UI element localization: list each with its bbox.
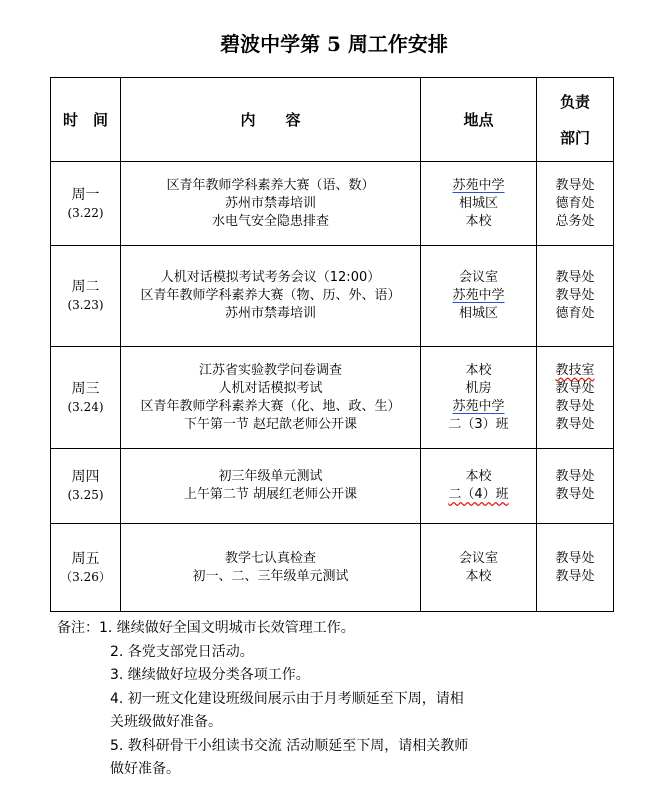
table-row	[51, 347, 614, 449]
place-text: 二（4）班	[448, 487, 509, 502]
department-line: 德育处	[555, 306, 595, 321]
day-name: 周三	[71, 380, 100, 397]
place-text: 苏苑中学	[452, 398, 505, 414]
page-title: 碧波中学第 5 周工作安排	[220, 32, 448, 56]
day-name: 周一	[71, 186, 100, 203]
remark-item: 2. 各党支部党日活动。	[110, 643, 254, 660]
department-line: 教导处	[555, 550, 595, 566]
content-line: 苏州市禁毒培训	[224, 195, 316, 211]
day-date: (3.25)	[67, 488, 104, 502]
day-cell	[51, 347, 121, 449]
department-cell	[537, 246, 614, 347]
department-line	[537, 362, 613, 380]
department-text: 教技室	[555, 362, 595, 378]
place-line: 本校	[465, 568, 492, 584]
content-cell	[121, 162, 421, 246]
place-line: 会议室	[458, 270, 498, 285]
department-line: 教导处	[555, 177, 595, 193]
department-cell	[537, 524, 614, 612]
content-cell	[121, 347, 421, 449]
content-line: 教学七认真检查	[224, 550, 316, 566]
place-text: 苏苑中学	[452, 177, 505, 193]
remark-item	[57, 617, 617, 641]
department-line: 教导处	[555, 398, 595, 414]
day-name: 周五	[71, 550, 100, 567]
remark-item: 4. 初一班文化建设班级间展示由于月考顺延至下周，请相	[110, 690, 464, 707]
day-name: 周二	[71, 279, 100, 295]
place-line: 会议室	[458, 550, 498, 566]
remark-item: 做好准备。	[110, 761, 180, 777]
place-line	[421, 486, 536, 504]
table-row	[51, 246, 614, 347]
day-cell	[51, 246, 121, 347]
header-department-line1: 负责	[559, 92, 590, 111]
place-line	[421, 287, 536, 305]
place-line: 本校	[465, 469, 492, 484]
table-row	[51, 524, 614, 612]
remarks-section	[57, 617, 617, 782]
content-cell	[121, 246, 421, 347]
content-line: 人机对话模拟考试	[218, 380, 323, 396]
department-line: 教导处	[555, 380, 595, 396]
content-line: 初三年级单元测试	[218, 469, 323, 484]
table-row	[51, 449, 614, 524]
day-name: 周四	[71, 469, 100, 485]
place-cell	[421, 246, 537, 347]
table-row	[51, 162, 614, 246]
content-line: 区青年教师学科素养大赛（语、数）	[166, 177, 375, 193]
content-line: 上午第二节 胡展红老师公开课	[183, 487, 358, 502]
header-row	[51, 78, 614, 162]
place-line	[421, 177, 536, 195]
place-line: 机房	[465, 380, 492, 396]
content-line: 初一、二、三年级单元测试	[192, 568, 349, 584]
department-line: 教导处	[555, 469, 595, 484]
department-cell	[537, 449, 614, 524]
content-cell	[121, 449, 421, 524]
department-line: 教导处	[555, 288, 595, 303]
day-date: （3.26）	[60, 569, 111, 584]
place-cell	[421, 524, 537, 612]
schedule-table	[50, 77, 614, 612]
place-line	[421, 398, 536, 416]
department-line: 德育处	[555, 195, 595, 211]
day-date: (3.23)	[67, 298, 104, 312]
remark-item: 3. 继续做好垃圾分类各项工作。	[110, 667, 310, 683]
place-line: 相城区	[458, 306, 498, 321]
header-content: 内 容	[121, 78, 421, 162]
content-line: 苏州市禁毒培训	[224, 306, 316, 321]
day-cell	[51, 162, 121, 246]
content-line: 江苏省实验教学问卷调查	[198, 362, 342, 378]
content-line: 人机对话模拟考试考务会议（12:00）	[160, 270, 381, 285]
content-line: 水电气安全隐患排查	[211, 213, 329, 229]
day-cell	[51, 449, 121, 524]
content-line: 区青年教师学科素养大赛（物、历、外、语）	[140, 288, 401, 303]
content-cell	[121, 524, 421, 612]
header-department	[537, 78, 614, 162]
department-line: 教导处	[555, 568, 595, 584]
day-cell	[51, 524, 121, 612]
day-date: (3.22)	[67, 205, 104, 220]
department-cell	[537, 347, 614, 449]
content-line: 下午第一节 赵玘歆老师公开课	[183, 416, 358, 432]
department-line: 总务处	[555, 213, 595, 229]
place-text: 苏苑中学	[452, 288, 505, 303]
header-place: 地点	[421, 78, 537, 162]
place-cell	[421, 347, 537, 449]
remark-text: 1. 继续做好全国文明城市长效管理工作。	[99, 620, 355, 636]
department-line: 教导处	[555, 270, 595, 285]
place-line: 本校	[465, 362, 492, 378]
header-time: 时 间	[51, 78, 121, 162]
remark-item: 关班级做好准备。	[110, 714, 222, 730]
place-cell	[421, 449, 537, 524]
day-date: (3.24)	[67, 399, 104, 414]
remark-item: 5. 教科研骨干小组读书交流 活动顺延至下周，请相关教师	[110, 737, 469, 754]
header-department-line2: 部门	[559, 128, 590, 147]
remarks-label: 备注：	[57, 620, 99, 636]
department-cell	[537, 162, 614, 246]
place-line: 二（3）班	[448, 416, 509, 432]
department-line: 教导处	[555, 487, 595, 502]
department-line: 教导处	[555, 416, 595, 432]
place-line: 相城区	[458, 195, 498, 211]
content-line: 区青年教师学科素养大赛（化、地、政、生）	[140, 398, 401, 414]
place-cell	[421, 162, 537, 246]
place-line: 本校	[465, 213, 492, 229]
